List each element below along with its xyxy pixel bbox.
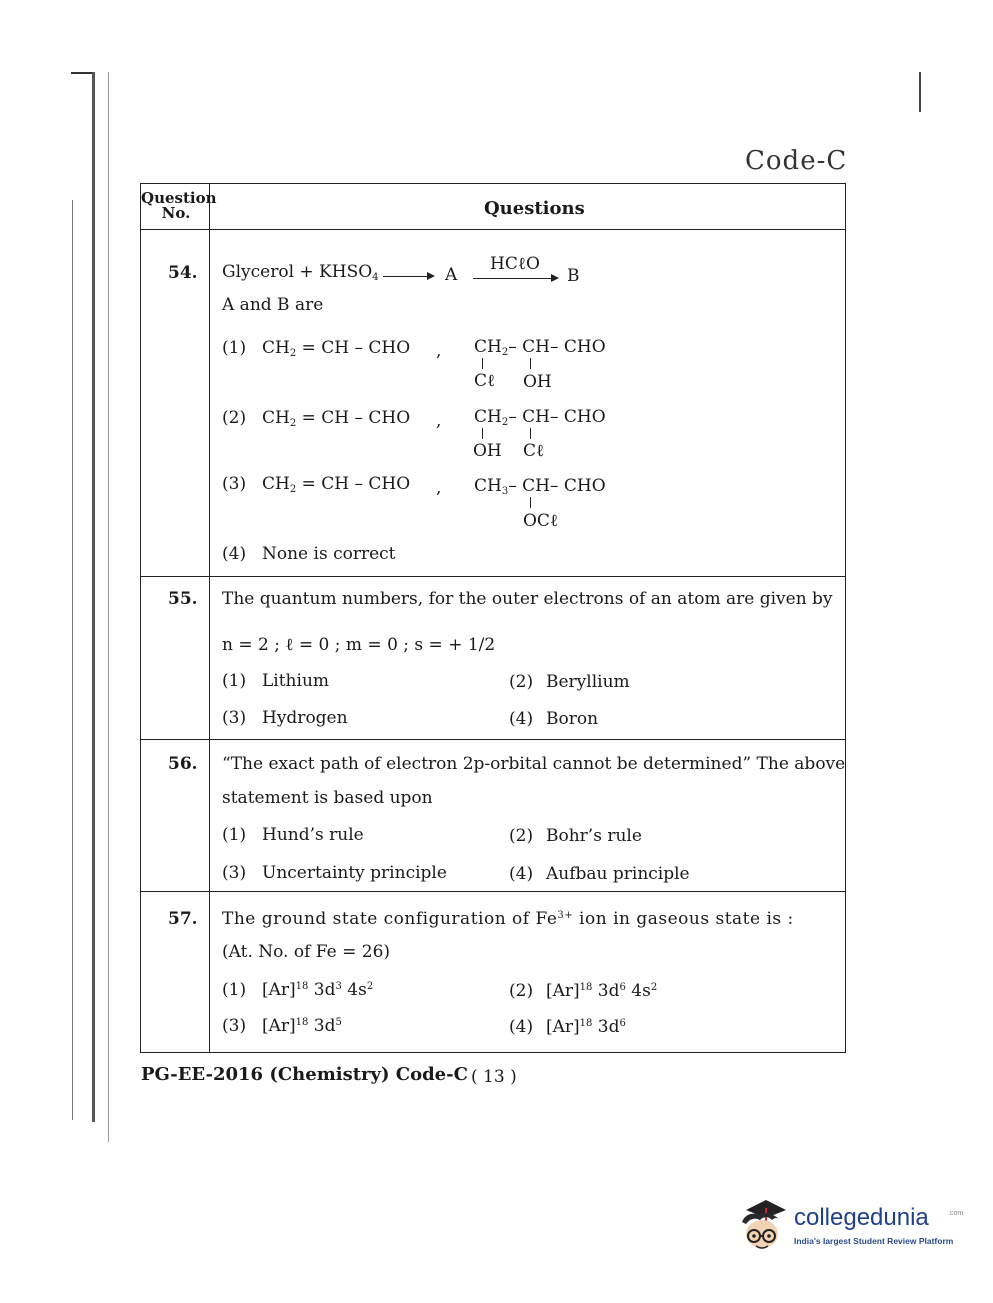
column-header-questions: Questions bbox=[484, 198, 585, 219]
bond-line bbox=[530, 358, 531, 369]
page-footer-title: PG-EE-2016 (Chemistry) Code-C bbox=[141, 1064, 468, 1085]
subscript: 2 bbox=[289, 484, 297, 495]
question-number: 57. bbox=[168, 909, 198, 929]
scan-edge-line bbox=[92, 72, 95, 1122]
formula-part: CH bbox=[262, 408, 290, 428]
reaction-arrow bbox=[383, 276, 433, 277]
formula-part: – CH– CHO bbox=[508, 337, 606, 357]
page-number: ( 13 ) bbox=[471, 1067, 517, 1087]
option-number: (2) bbox=[222, 408, 247, 428]
substituent: OH bbox=[523, 372, 552, 392]
formula-part: 3d bbox=[308, 980, 336, 1000]
scan-edge-line bbox=[72, 200, 73, 1120]
formula-part: = CH – CHO bbox=[296, 408, 411, 428]
formula-part: [Ar] bbox=[262, 980, 296, 1000]
question-text: “The exact path of electron 2p-orbital cannot be determined” The above bbox=[222, 754, 846, 774]
question-number: 54. bbox=[168, 263, 198, 283]
superscript: 18 bbox=[579, 1018, 593, 1029]
option-text: Bohr’s rule bbox=[546, 826, 642, 846]
product-b: B bbox=[567, 266, 580, 286]
formula-part: CH bbox=[262, 474, 290, 494]
subscript: 2 bbox=[501, 347, 509, 358]
option-formula bbox=[262, 1016, 342, 1036]
option-formula-a bbox=[262, 408, 410, 429]
product-a: A bbox=[445, 265, 458, 285]
formula-part: [Ar] bbox=[546, 1017, 580, 1037]
option-text: Boron bbox=[546, 709, 599, 729]
formula-part: CH bbox=[474, 337, 502, 357]
substituent: OCℓ bbox=[523, 511, 559, 531]
logo-tagline: India's largest Student Review Platform bbox=[794, 1236, 954, 1246]
option-text: Aufbau principle bbox=[546, 864, 690, 884]
formula-part: 4s bbox=[625, 981, 651, 1001]
superscript: 18 bbox=[295, 981, 309, 992]
question-text: (At. No. of Fe = 26) bbox=[222, 942, 391, 962]
table-row-divider bbox=[141, 739, 845, 740]
reaction-equation bbox=[222, 262, 379, 283]
table-column-divider bbox=[209, 184, 210, 1052]
option-text: None is correct bbox=[262, 544, 396, 564]
subscript: 4 bbox=[372, 272, 379, 283]
option-number: (1) bbox=[222, 980, 247, 1000]
comma: , bbox=[436, 341, 442, 361]
code-header: Code-C bbox=[745, 146, 848, 176]
formula-part: 4s bbox=[341, 980, 367, 1000]
option-formula-a bbox=[262, 474, 410, 495]
table-row-divider bbox=[141, 576, 845, 577]
question-text: The quantum numbers, for the outer electrons of an atom are given by bbox=[222, 589, 833, 609]
comma: , bbox=[436, 478, 442, 498]
formula-part: 3d bbox=[592, 981, 620, 1001]
option-number: (4) bbox=[222, 544, 247, 564]
option-formula-b bbox=[474, 407, 606, 428]
table-header-divider bbox=[141, 229, 845, 230]
subscript: 3 bbox=[501, 486, 509, 497]
formula-part: CH bbox=[262, 338, 290, 358]
option-formula bbox=[546, 1017, 626, 1037]
option-number: (3) bbox=[222, 708, 247, 728]
formula-part: 3d bbox=[592, 1017, 620, 1037]
option-formula-b bbox=[474, 476, 606, 497]
question-number: 55. bbox=[168, 589, 198, 609]
superscript: 2 bbox=[366, 981, 374, 992]
option-number: (2) bbox=[509, 672, 534, 692]
substituent: Cℓ bbox=[474, 371, 496, 391]
substituent: Cℓ bbox=[523, 441, 545, 461]
logo-wordmark: collegedunia bbox=[794, 1204, 929, 1231]
reagent-label: HCℓO bbox=[490, 254, 540, 274]
comma: , bbox=[436, 411, 442, 431]
superscript: 2 bbox=[650, 982, 658, 993]
bond-line bbox=[482, 428, 483, 439]
option-formula-a bbox=[262, 338, 410, 359]
table-row-divider bbox=[141, 891, 845, 892]
substituent: OH bbox=[473, 441, 502, 461]
option-number: (4) bbox=[509, 1017, 534, 1037]
option-number: (1) bbox=[222, 671, 247, 691]
option-formula bbox=[546, 981, 657, 1001]
logo-suffix: .com bbox=[948, 1210, 964, 1217]
text-part: The ground state configuration of Fe bbox=[222, 909, 558, 929]
superscript: 18 bbox=[579, 982, 593, 993]
quantum-values: n = 2 ; ℓ = 0 ; m = 0 ; s = + 1/2 bbox=[222, 635, 496, 655]
bond-line bbox=[482, 358, 483, 369]
superscript: 5 bbox=[335, 1017, 342, 1028]
option-text: Hydrogen bbox=[262, 708, 348, 728]
subscript: 2 bbox=[289, 348, 297, 359]
option-text: Beryllium bbox=[546, 672, 630, 692]
option-number: (2) bbox=[509, 826, 534, 846]
mascot-icon bbox=[736, 1196, 792, 1258]
subscript: 2 bbox=[289, 418, 297, 429]
formula-part: [Ar] bbox=[546, 981, 580, 1001]
formula-part: CH bbox=[474, 407, 502, 427]
option-number: (1) bbox=[222, 338, 247, 358]
formula-part: = CH – CHO bbox=[296, 338, 411, 358]
option-text: Uncertainty principle bbox=[262, 863, 447, 883]
option-number: (3) bbox=[222, 474, 247, 494]
question-table bbox=[140, 183, 846, 1053]
question-text bbox=[222, 909, 794, 929]
bond-line bbox=[530, 428, 531, 439]
collegedunia-logo[interactable] bbox=[736, 1196, 966, 1258]
option-number: (1) bbox=[222, 825, 247, 845]
option-number: (3) bbox=[222, 863, 247, 883]
column-header-line: No. bbox=[161, 204, 191, 222]
question-text: statement is based upon bbox=[222, 788, 433, 808]
option-formula bbox=[262, 980, 373, 1000]
formula-part: – CH– CHO bbox=[508, 476, 606, 496]
reaction-arrow bbox=[473, 278, 557, 279]
bond-line bbox=[530, 497, 531, 508]
column-header-question-no bbox=[141, 189, 217, 222]
superscript: 6 bbox=[619, 1018, 626, 1029]
superscript: 3 bbox=[335, 981, 342, 992]
formula-part: CH bbox=[474, 476, 502, 496]
column-header-line: Question bbox=[141, 189, 217, 207]
superscript: 3+ bbox=[557, 910, 574, 921]
superscript: 6 bbox=[619, 982, 626, 993]
option-formula-b bbox=[474, 337, 606, 358]
subscript: 2 bbox=[501, 417, 509, 428]
option-number: (3) bbox=[222, 1016, 247, 1036]
option-number: (2) bbox=[509, 981, 534, 1001]
option-number: (4) bbox=[509, 864, 534, 884]
option-text: Lithium bbox=[262, 671, 330, 691]
text-part: ion in gaseous state is : bbox=[573, 909, 794, 929]
formula-part: [Ar] bbox=[262, 1016, 296, 1036]
superscript: 18 bbox=[295, 1017, 309, 1028]
formula-part: = CH – CHO bbox=[296, 474, 411, 494]
question-number: 56. bbox=[168, 754, 198, 774]
scan-edge-line bbox=[108, 72, 109, 1142]
scan-edge-line bbox=[919, 72, 921, 112]
formula-part: – CH– CHO bbox=[508, 407, 606, 427]
option-text: Hund’s rule bbox=[262, 825, 364, 845]
formula-part: 3d bbox=[308, 1016, 336, 1036]
option-number: (4) bbox=[509, 709, 534, 729]
question-prompt: A and B are bbox=[222, 295, 324, 315]
reactant-text: Glycerol + KHSO bbox=[222, 262, 373, 282]
